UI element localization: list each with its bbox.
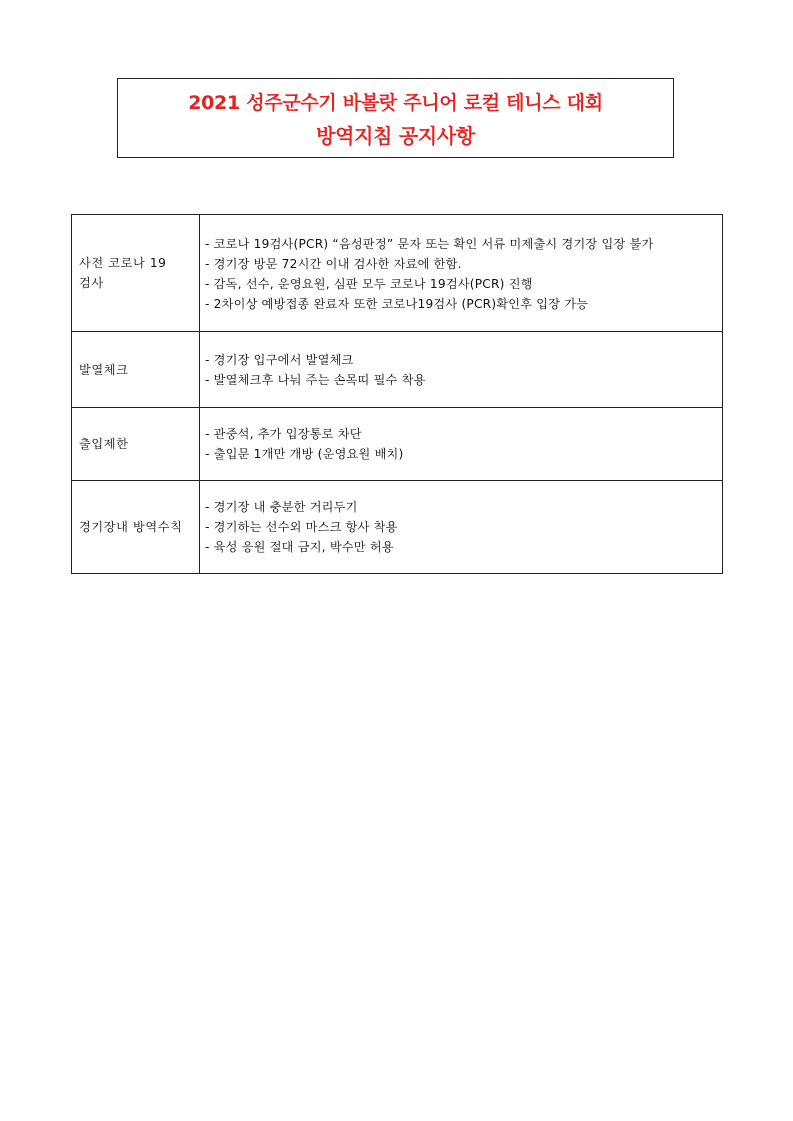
category-cell — [72, 332, 200, 408]
rule-item: - 육성 응원 절대 금지, 박수만 허용 — [205, 540, 394, 554]
rule-item: - 경기장 내 충분한 거리두기 — [205, 500, 358, 514]
table-row — [72, 481, 723, 574]
rule-item: - 발열체크후 나눠 주는 손목띠 필수 착용 — [205, 372, 426, 387]
rule-item: - 경기하는 선수외 마스크 항사 착용 — [205, 520, 398, 534]
table-row — [72, 408, 723, 481]
rule-item: - 2차이상 예방접종 완료자 또한 코로나19검사 (PCR)확인후 입장 가능 — [205, 297, 589, 311]
rule-items-cell — [200, 332, 723, 408]
category-cell — [72, 481, 200, 574]
rule-items-cell — [200, 215, 723, 332]
category-label: 발열체크 — [79, 362, 129, 377]
document-subtitle: 방역지침 공지사항 — [316, 124, 475, 148]
rule-items-cell — [200, 408, 723, 481]
table-row — [72, 332, 723, 408]
document-title: 2021 성주군수기 바볼랏 주니어 로컬 테니스 대회 — [188, 92, 603, 114]
rule-item: - 감독, 선수, 운영요원, 심판 모두 코로나 19검사(PCR) 진행 — [205, 277, 533, 291]
category-label: 사전 코로나 19 — [79, 256, 167, 270]
table-row — [72, 215, 723, 332]
category-label: 검사 — [79, 276, 104, 290]
rule-item: - 경기장 방문 72시간 이내 검사한 자료에 한함. — [205, 257, 462, 271]
rule-item: - 코로나 19검사(PCR) “음성판정” 문자 또는 확인 서류 미제출시 경기장 입장 불가 — [205, 237, 654, 251]
rule-items-cell — [200, 481, 723, 574]
category-label: 경기장내 방역수칙 — [79, 520, 183, 534]
rules-table — [71, 214, 723, 574]
category-cell — [72, 215, 200, 332]
title-box — [117, 78, 674, 158]
rule-item: - 경기장 입구에서 발열체크 — [205, 352, 354, 367]
category-cell — [72, 408, 200, 481]
category-label: 출입제한 — [79, 437, 129, 451]
rule-item: - 관중석, 추가 입장통로 차단 — [205, 427, 362, 441]
rule-item: - 출입문 1개만 개방 (운영요원 배치) — [205, 447, 404, 461]
